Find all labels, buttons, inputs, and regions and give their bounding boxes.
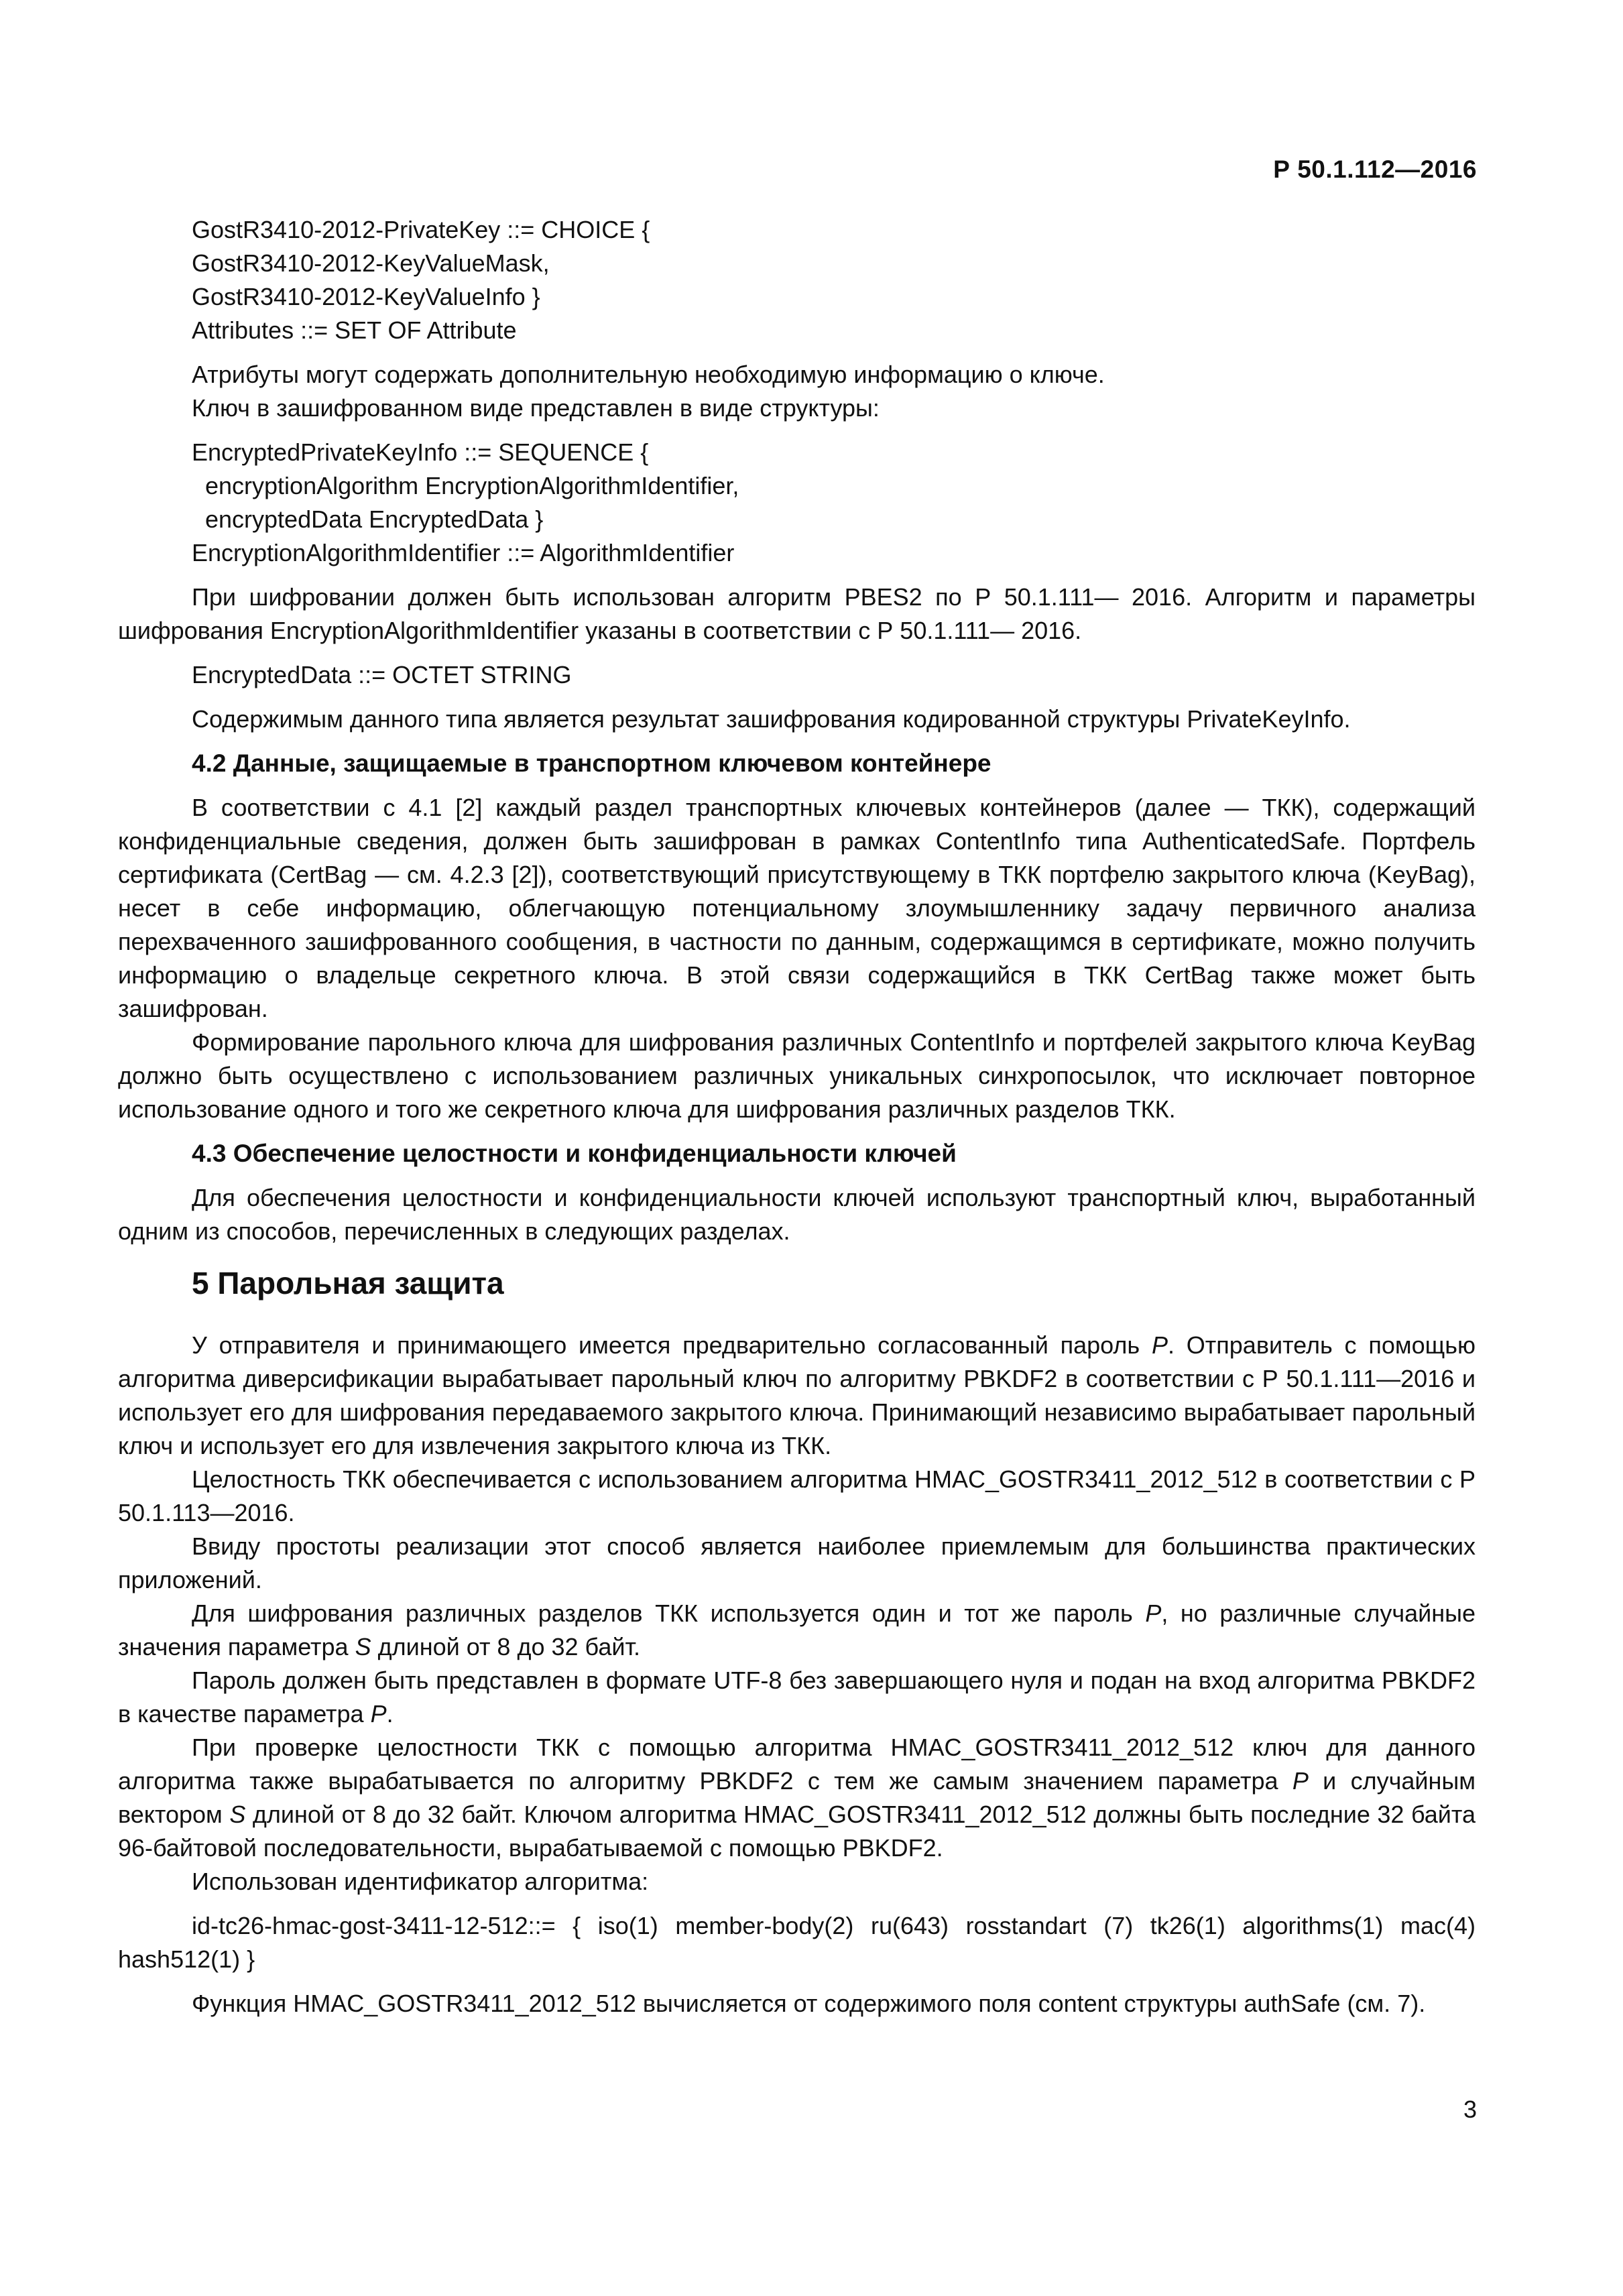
paragraph: Функция HMAC_GOSTR3411_2012_512 вычисляется от содержимого поля content структуры authSafe (см. 7). [192, 1990, 1426, 2017]
paragraph: При шифровании должен быть использован алгоритм PBES2 по Р 50.1.111— 2016. Алгоритм и параметры шифрования EncryptionAlgorithmIdentifier указаны в соответствии с Р 50.1.111— 2016. [118, 583, 1476, 644]
code-line: encryptedData EncryptedData } [192, 505, 544, 533]
paragraph: В соответствии с 4.1 [2] каждый раздел транспортных ключевых контейнеров (далее — ТКК), содержащий конфиденциальные сведения, должен быть зашифрован в рамках ContentInfo типа AuthenticatedSafe. Портфель сертификата (CertBag — см. 4.2.3 [2]), соответствующий присутствующему в ТКК портфелю закрытого ключа (KeyBag), несет в себе информацию, облегчающую потенциальному злоумышленнику задачу первичного анализа перехваченного зашифрованного сообщения, в частности по данным, содержащимся в сертификате, можно получить информацию о владельце секретного ключа. В этой связи содержащийся в ТКК CertBag также может быть зашифрован. [118, 794, 1476, 1022]
paragraph: Для обеспечения целостности и конфиденциальности ключей используют транспортный ключ, выработанный одним из способов, перечисленных в следующих разделах. [118, 1184, 1476, 1245]
document-id: Р 50.1.112—2016 [1273, 156, 1477, 183]
code-line: encryptionAlgorithm EncryptionAlgorithmIdentifier, [192, 472, 739, 499]
page-number: 3 [1463, 2096, 1477, 2123]
paragraph: Ключ в зашифрованном виде представлен в виде структуры: [192, 394, 880, 422]
paragraph: Формирование парольного ключа для шифрования различных ContentInfo и портфелей закрытого ключа KeyBag должно быть осуществлено с использованием различных уникальных синхропосылок, что исключает повторное использование одного и того же секретного ключа для шифрования различных разделов ТКК. [118, 1028, 1476, 1123]
paragraph: У отправителя и принимающего имеется предварительно согласованный пароль P. Отправитель с помощью алгоритма диверсификации вырабатывает парольный ключ по алгоритму PBKDF2 в соответствии с Р 50.1.111—2016 и использует его для шифрования передаваемого закрытого ключа. Принимающий независимо вырабатывает парольный ключ и использует его для извлечения закрытого ключа из ТКК. [118, 1331, 1476, 1459]
code-line: EncryptedData ::= OCTET STRING [192, 661, 572, 688]
code-line: GostR3410-2012-KeyValueInfo } [192, 283, 540, 310]
code-line: Attributes ::= SET OF Attribute [192, 316, 517, 344]
paragraph: Содержимым данного типа является результат зашифрования кодированной структуры PrivateKeyInfo. [192, 705, 1351, 733]
code-line: GostR3410-2012-KeyValueMask, [192, 249, 550, 277]
algorithm-identifier: id-tc26-hmac-gost-3411-12-512::= { iso(1) member-body(2) ru(643) rosstandart (7) tk26(1) algorithms(1) mac(4) hash512(1) } [118, 1912, 1476, 1973]
paragraph: Использован идентификатор алгоритма: [192, 1868, 649, 1895]
paragraph: Целостность ТКК обеспечивается с использованием алгоритма HMAC_GOSTR3411_2012_512 в соответствии с Р 50.1.113—2016. [118, 1465, 1476, 1526]
paragraph: Для шифрования различных разделов ТКК используется один и тот же пароль P, но различные случайные значения параметра S длиной от 8 до 32 байт. [118, 1599, 1476, 1660]
paragraph: При проверке целостности ТКК с помощью алгоритма HMAC_GOSTR3411_2012_512 ключ для данного алгоритма также вырабатывается по алгоритму PBKDF2 с тем же самым значением параметра P и случайным вектором S длиной от 8 до 32 байт. Ключом алгоритма HMAC_GOSTR3411_2012_512 должны быть последние 32 байта 96-байтовой последовательности, вырабатываемой с помощью PBKDF2. [118, 1734, 1476, 1862]
code-line: EncryptedPrivateKeyInfo ::= SEQUENCE { [192, 438, 649, 466]
section-heading-5: 5 Парольная защита [192, 1266, 504, 1301]
code-line: GostR3410-2012-PrivateKey ::= CHOICE { [192, 216, 650, 243]
paragraph: Ввиду простоты реализации этот способ является наиболее приемлемым для большинства практических приложений. [118, 1532, 1476, 1593]
paragraph: Атрибуты могут содержать дополнительную необходимую информацию о ключе. [192, 361, 1105, 388]
page-content [118, 213, 1476, 2020]
paragraph: Пароль должен быть представлен в формате UTF-8 без завершающего нуля и подан на вход алгоритма PBKDF2 в качестве параметра P. [118, 1667, 1476, 1728]
section-heading-4-2: 4.2 Данные, защищаемые в транспортном ключевом контейнере [192, 749, 991, 777]
code-line: EncryptionAlgorithmIdentifier ::= AlgorithmIdentifier [192, 539, 735, 566]
section-heading-4-3: 4.3 Обеспечение целостности и конфиденциальности ключей [192, 1140, 957, 1167]
